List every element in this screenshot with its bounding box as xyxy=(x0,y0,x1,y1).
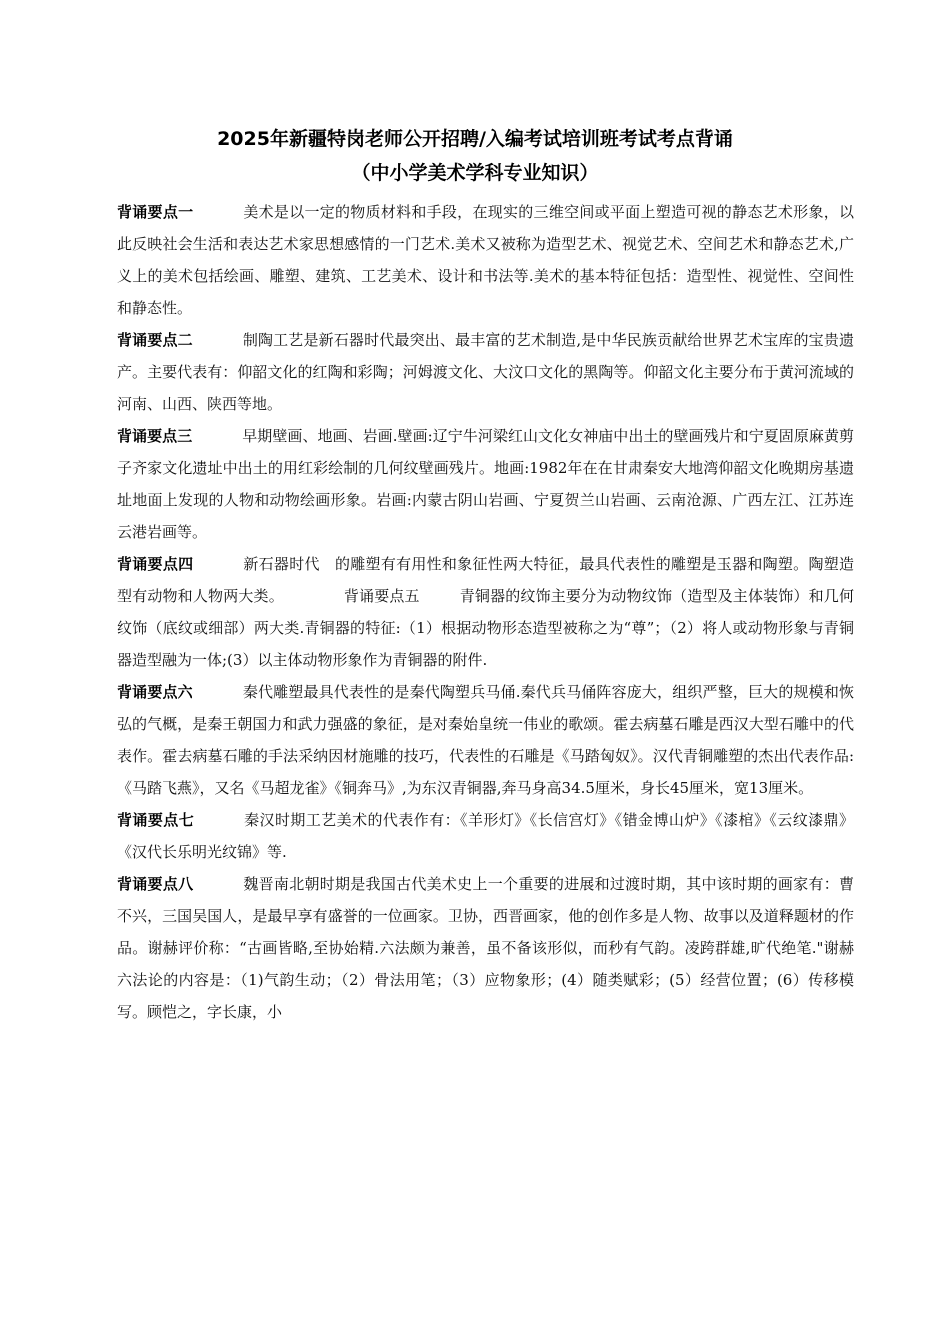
point-label: 背诵要点六 xyxy=(117,683,193,701)
point-paragraph-1 xyxy=(117,196,854,324)
point-paragraph-7 xyxy=(117,804,854,868)
point-text: 早期壁画、地画、岩画.壁画:辽宁牛河梁红山文化女神庙中出土的壁画残片和宁夏固原麻黄剪子齐家文化遗址中出土的用红彩绘制的几何纹壁画残片。地画:1982年在在甘肃秦安大地湾仰韶文化晚期房基遗址地面上发现的人物和动物绘画形象。岩画:内蒙古阴山岩画、宁夏贺兰山岩画、云南沧源、广西左江、江苏连云港岩画等。 xyxy=(117,427,854,541)
point-text-continued: 青铜器的纹饰主要分为动物纹饰（造型及主体装饰）和几何纹饰（底纹或细部）两大类.青铜器的特征:（1）根据动物形态造型被称之为“尊”；（2）将人或动物形象与青铜器造型融为一体;(3）以主体动物形象作为青铜器的附件. xyxy=(117,587,854,669)
document-title: 2025年新疆特岗老师公开招聘/入编考试培训班考试考点背诵 xyxy=(217,128,733,150)
point-label: 背诵要点四 xyxy=(117,555,194,573)
point-text: 美术是以一定的物质材料和手段，在现实的三维空间或平面上塑造可视的静态艺术形象，以此反映社会生活和表达艺术家思想感情的一门艺术.美术又被称为造型艺术、视觉艺术、空间艺术和静态艺术,广义上的美术包括绘画、雕塑、建筑、工艺美术、设计和书法等.美术的基本特征包括：造型性、视觉性、空间性和静态性。 xyxy=(117,203,854,317)
document-subtitle: （中小学美术学科专业知识） xyxy=(351,162,599,184)
point-label: 背诵要点二 xyxy=(117,331,193,349)
point-paragraph-8 xyxy=(117,868,854,1028)
point-label: 背诵要点七 xyxy=(117,811,195,829)
point-text: 秦代雕塑最具代表性的是秦代陶塑兵马俑.秦代兵马俑阵容庞大，组织严整，巨大的规模和恢弘的气概，是秦王朝国力和武力强盛的象征，是对秦始皇统一伟业的歌颂。霍去病墓石雕是西汉大型石雕中的代表作。霍去病墓石雕的手法采纳因材施雕的技巧，代表性的石雕是《马踏匈奴》。汉代青铜雕塑的杰出代表作品:《马踏飞燕》，又名《马超龙雀》《铜奔马》,为东汉青铜器,奔马身高34.5厘米，身长45厘米，宽13厘米。 xyxy=(117,683,854,797)
document-body xyxy=(117,196,854,1028)
point-label: 背诵要点一 xyxy=(117,203,194,221)
point-text: 秦汉时期工艺美术的代表作有：《羊形灯》《长信宫灯》《错金博山炉》《漆棺》《云纹漆鼎》《汉代长乐明光纹锦》等. xyxy=(117,811,854,861)
point-inline-label: 背诵要点五 xyxy=(343,587,420,605)
point-paragraph-3 xyxy=(117,420,854,548)
point-label: 背诵要点八 xyxy=(117,875,194,893)
point-paragraph-6 xyxy=(117,676,854,804)
point-text: 新石器时代 的雕塑有有用性和象征性两大特征，最具代表性的雕塑是玉器和陶塑。陶塑造型有动物和人物两大类。 xyxy=(117,555,854,605)
point-text: 魏晋南北朝时期是我国古代美术史上一个重要的进展和过渡时期，其中该时期的画家有：曹不兴，三国吴国人，是最早享有盛誉的一位画家。卫协，西晋画家，他的创作多是人物、故事以及道释题材的作品。谢赫评价称：“古画皆略,至协始精.六法颇为兼善，虽不备该形似，而秒有气韵。凌跨群雄,旷代绝笔."谢赫六法论的内容是：（1)气韵生动；（2）骨法用笔；（3）应物象形；(4）随类赋彩；(5）经营位置；(6）传移模写。顾恺之，字长康，小 xyxy=(117,875,854,1021)
point-paragraph-4 xyxy=(117,548,854,676)
point-label: 背诵要点三 xyxy=(117,427,193,445)
point-text: 制陶工艺是新石器时代最突出、最丰富的艺术制造,是中华民族贡献给世界艺术宝库的宝贵遗产。主要代表有：仰韶文化的红陶和彩陶；河姆渡文化、大汶口文化的黑陶等。仰韶文化主要分布于黄河流域的河南、山西、陕西等地。 xyxy=(117,331,854,413)
point-paragraph-2 xyxy=(117,324,854,420)
